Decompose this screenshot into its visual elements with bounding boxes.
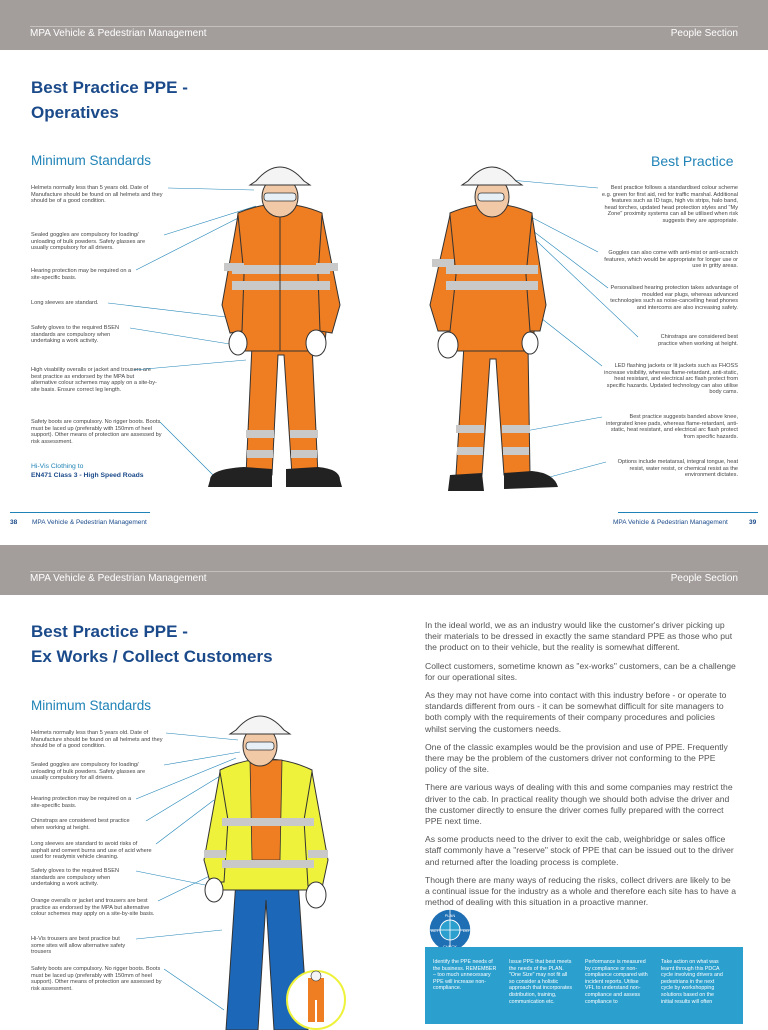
note-boot-options: Options include metatarsal, integral tongue, heat resist, water resist, or chemical resist as the environment dictates. xyxy=(617,459,738,479)
header-left-title: MPA Vehicle & Pedestrian Management xyxy=(30,28,207,39)
title-line-2: Ex Works / Collect Customers xyxy=(31,647,273,666)
paragraph-3: As they may not have come into contact with this industry before - or operate to standards different from ours - it can be somewhat difficult for site managers to both comply with the requirements of their company procedures and policies whilst serving the customers needs. xyxy=(425,690,727,734)
note-sleeves: Long sleeves are standard. xyxy=(31,300,99,306)
footer-left-text: MPA Vehicle & Pedestrian Management xyxy=(32,519,147,526)
pdca-cycle-icon xyxy=(428,908,472,952)
page-number-right: 39 xyxy=(749,519,757,526)
title-line-1: Best Practice PPE - xyxy=(31,78,188,97)
note-hivis-trousers: Hi-Vis trousers are best practice but some sites will allow alternative safety trousers xyxy=(31,936,126,956)
paragraph-5: There are various ways of dealing with this and some companies may restrict the driver to the cab. In practical reality though we should both advise the driver and the customer directly to ensure the driver comes fully prepared with the correct PPE next time. xyxy=(425,782,733,827)
paragraph-1: In the ideal world, we as an industry would like the customer's driver picking up their materials to be dressed in exactly the same standard PPE as those who put the product on to their vehicle, but the reality is somewhat different. xyxy=(425,620,733,653)
pdca-badge-act: ACT xyxy=(431,928,439,933)
paragraph-4: One of the classic examples would be the provision and use of PPE. Frequently there may be the problem of the customers driver not conforming to the PPE policy of the site. xyxy=(425,741,728,775)
note-hearing: Hearing protection may be required on a site-specific basis. xyxy=(31,268,132,281)
note-boots: Safety boots are compulsory. No rigger boots. Boots must be laced up (preferably with 150mm of heel support). Other means of protection are assessed by risk assessment. xyxy=(31,966,162,992)
paragraph-6: As some products need to the driver to exit the cab, weighbridge or sales office staff commonly have a "reserve" stock of PPE that can be issued out to the driver and returned after the loading process is complete. xyxy=(425,834,734,867)
note-helmets: Helmets normally less than 5 years old. Date of Manufacture should be found on all helmets and they should be of a good condition. xyxy=(31,185,163,205)
note-chinstraps: Chinstraps are considered best practice when working at height. xyxy=(658,334,738,347)
title-line-1: Best Practice PPE - xyxy=(31,622,188,641)
pdca-check-text: Performance is measured by compliance or non-compliance compared with incident reports. Utilise VFL to understand non-compliance and assess compliance to xyxy=(585,959,648,1005)
note-goggles: Sealed goggles are compulsory for loading/ unloading of bulk powders. Safety glasses are usually compulsory for all drivers. xyxy=(31,232,146,252)
pdca-badge-plan: PLAN xyxy=(444,913,456,918)
pdca-act-text: Take action on what was learnt through this PDCA cycle involving drivers and pedestrians in the next cycle by workshopping solutions based on the initial results will often xyxy=(661,959,723,1005)
note-hivis-overalls: High visability overalls or jacket and trousers are best practice as endorsed by the MPA but alternative colour schemes may apply on a site-by-site basis. Ensure correct leg length. xyxy=(31,367,157,393)
note-gloves: Safety gloves to the required BSEN standards are compulsory when undertaking a work activity. xyxy=(31,868,119,888)
note-chinstraps: Chinstraps are considered best practice when working at height. xyxy=(31,818,130,831)
minimum-standards-heading: Minimum Standards xyxy=(31,698,152,713)
paragraph-7: Though there are many ways of reducing the risks, collect drivers are likely to be a continual issue for the industry as a whole and therefore each site has to have a method of dealing with this situation in a proactive manner. xyxy=(425,874,736,908)
header-right-title: People Section xyxy=(670,28,738,39)
pdca-plan-text: Identify the PPE needs of the business. REMEMBER – too much unnecessary PPE will increase non-compliance. xyxy=(433,959,497,992)
note-boots: Safety boots are compulsory. No rigger boots. Boots must be laced up (preferably with 150mm of heel support). Other means of protection are assessed by risk assessment. xyxy=(31,419,162,445)
minimum-standards-heading: Minimum Standards xyxy=(31,153,152,168)
note-banded-knee: Best practice suggests banded above knee, intergrated knee pads, whereas flame-retardant, anti-static, heat resistant, and electrical arc flash protect from specific hazards. xyxy=(606,414,738,440)
page-number-left: 38 xyxy=(10,519,18,526)
hivis-line-2: EN471 Class 3 - High Speed Roads xyxy=(31,472,144,479)
footer-right-text: MPA Vehicle & Pedestrian Management xyxy=(613,519,728,526)
title-line-2: Operatives xyxy=(31,103,119,122)
best-practice-heading: Best Practice xyxy=(651,153,734,169)
note-orange-overalls: Orange overalls or jacket and trousers are best practice as endorsed by the MPA but alternative colour schemes may apply on a site-by-site basis. xyxy=(31,898,155,918)
small-operative-inset xyxy=(286,970,346,1030)
pdca-panel xyxy=(425,947,743,1024)
note-long-sleeves: Long sleeves are standard to avoid risks of asphalt and cement burns and use of acid where used for readymix vehicle cleaning. xyxy=(31,841,152,861)
note-goggles: Sealed goggles are compulsory for loading/ unloading of bulk powders. Safety glasses are usually compulsory for all drivers. xyxy=(31,762,146,782)
header-right-title: People Section xyxy=(670,573,738,584)
pdca-do-text: Issue PPE that best meets the needs of the PLAN. "One Size" may not fit all so consider a holistic approach that incorporates distribution, training, communication etc. xyxy=(509,959,573,1005)
paragraph-2: Collect customers, sometime known as "ex-works" customers, can be a challenge for our operational sites. xyxy=(425,660,736,682)
note-colour-scheme: Best practice follows a standardised colour scheme e.g. green for first aid, red for traffic marshal. Additional features such as ID tags, high vis strips, halo band, head torches, updated head protection styles and "My Zone" proximity systems can all be utilised when risk suggests they are appropriate. xyxy=(601,185,738,224)
body-copy xyxy=(425,620,737,915)
note-hearing-personalised: Personalised hearing protection takes advantage of moulded ear plugs, whereas advanced technologies such as noise-cancelling head phones and intercoms are also increasing safety. xyxy=(610,285,738,311)
note-led-jackets: LED flashing jackets or lit jackets such as FHOSS increase visibility, whereas flame-retardant, anti-static, heat resistant, and electrical arc flash protect from specific hazards. Updated technology can also utilise body cams. xyxy=(604,363,738,396)
pdca-badge-do: DO xyxy=(463,928,469,933)
note-helmets: Helmets normally less than 5 years old. Date of Manufacture should be found on all helmets and they should be of a good condition. xyxy=(31,730,163,750)
hivis-line-1: Hi-Vis Clothing to xyxy=(31,463,84,470)
header-left-title: MPA Vehicle & Pedestrian Management xyxy=(30,573,207,584)
note-gloves: Safety gloves to the required BSEN standards are compulsory when undertaking a work activity. xyxy=(31,325,119,345)
note-hearing: Hearing protection may be required on a site-specific basis. xyxy=(31,796,132,809)
note-goggles-features: Goggles can also come with anti-mist or anti-scratch features, which would be appropriate for longer use or use in gritty areas. xyxy=(604,250,738,270)
